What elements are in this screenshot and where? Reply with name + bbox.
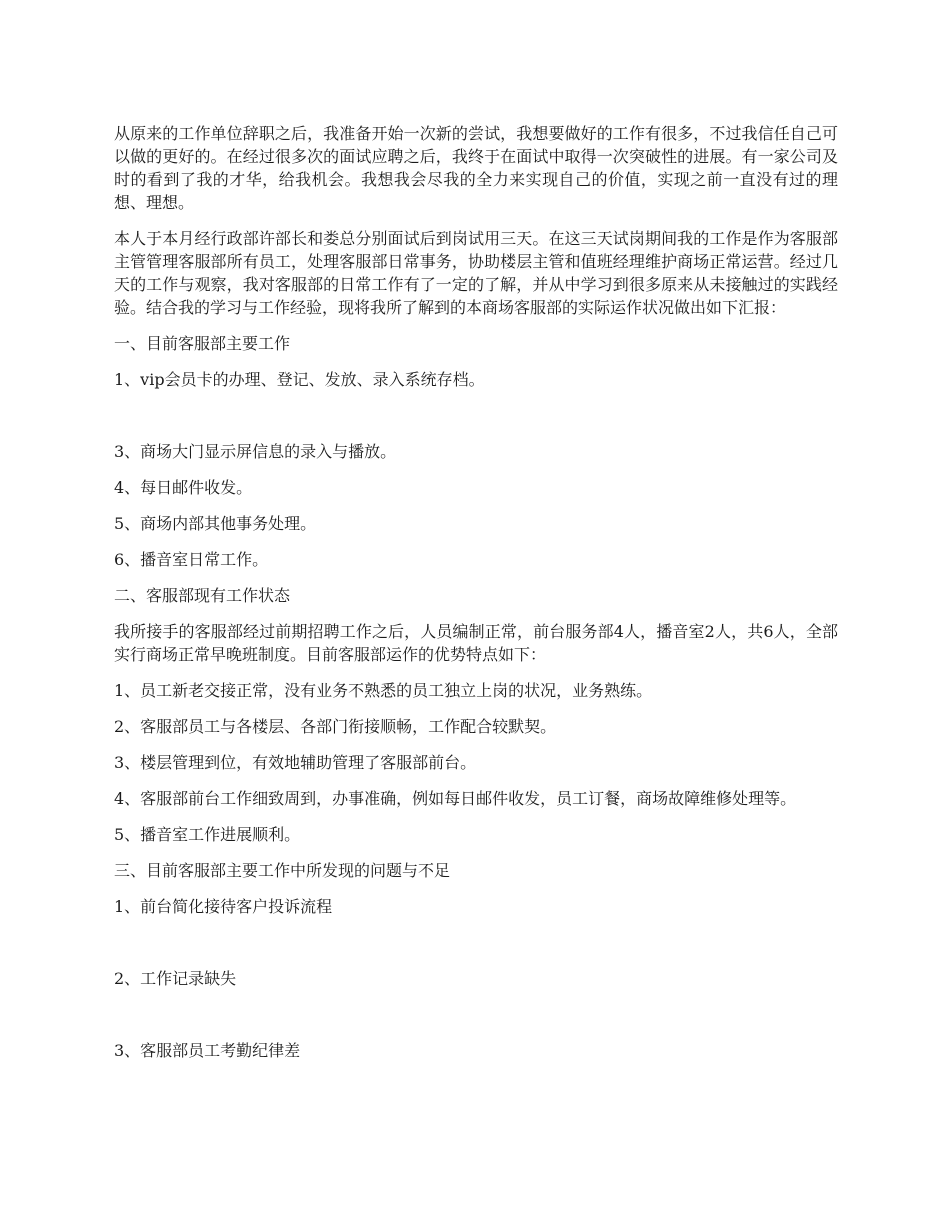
- list-item: 1、vip会员卡的办理、登记、发放、录入系统存档。: [114, 370, 485, 389]
- list-item: 3、商场大门显示屏信息的录入与播放。: [114, 442, 397, 461]
- section-heading-2: 二、客服部现有工作状态: [114, 586, 291, 605]
- intro-paragraph: 从原来的工作单位辞职之后，我准备开始一次新的尝试，我想要做好的工作有很多，不过我信任自己可以做的更好的。在经过很多次的面试应聘之后，我终于在面试中取得一次突破性的进展。有一家公司及时的看到了我的才华，给我机会。我想我会尽我的全力来实现自己的价值，实现之前一直没有过的理想、理想。: [114, 124, 838, 212]
- status-paragraph: 我所接手的客服部经过前期招聘工作之后，人员编制正常，前台服务部4人，播音室2人，共6人，全部实行商场正常早晚班制度。目前客服部运作的优势特点如下：: [114, 622, 838, 664]
- list-item: 2、工作记录缺失: [114, 969, 237, 988]
- list-item: 5、商场内部其他事务处理。: [114, 514, 317, 533]
- list-item: 6、播音室日常工作。: [114, 550, 269, 569]
- report-paragraph: 本人于本月经行政部许部长和娄总分别面试后到岗试用三天。在这三天试岗期间我的工作是作为客服部主管管理客服部所有员工，处理客服部日常事务，协助楼层主管和值班经理维护商场正常运营。经过几天的工作与观察，我对客服部的日常工作有了一定的了解，并从中学习到很多原来从未接触过的实践经验。结合我的学习与工作经验，现将我所了解到的本商场客服部的实际运作状况做出如下汇报：: [114, 229, 838, 317]
- list-item: 1、员工新老交接正常，没有业务不熟悉的员工独立上岗的状况，业务熟练。: [114, 681, 653, 700]
- section-heading-1: 一、目前客服部主要工作: [114, 334, 291, 353]
- list-item: 2、客服部员工与各楼层、各部门衔接顺畅，工作配合较默契。: [114, 717, 557, 736]
- list-item: 4、客服部前台工作细致周到，办事准确，例如每日邮件收发，员工订餐，商场故障维修处理等。: [114, 789, 797, 808]
- document-body: [114, 122, 838, 1075]
- list-item: 3、楼层管理到位，有效地辅助管理了客服部前台。: [114, 753, 477, 772]
- list-item: 3、客服部员工考勤纪律差: [114, 1041, 301, 1060]
- list-item: 5、播音室工作进展顺利。: [114, 825, 301, 844]
- list-item: 4、每日邮件收发。: [114, 478, 253, 497]
- list-item: 1、前台简化接待客户投诉流程: [114, 897, 333, 916]
- section-heading-3: 三、目前客服部主要工作中所发现的问题与不足: [114, 861, 451, 880]
